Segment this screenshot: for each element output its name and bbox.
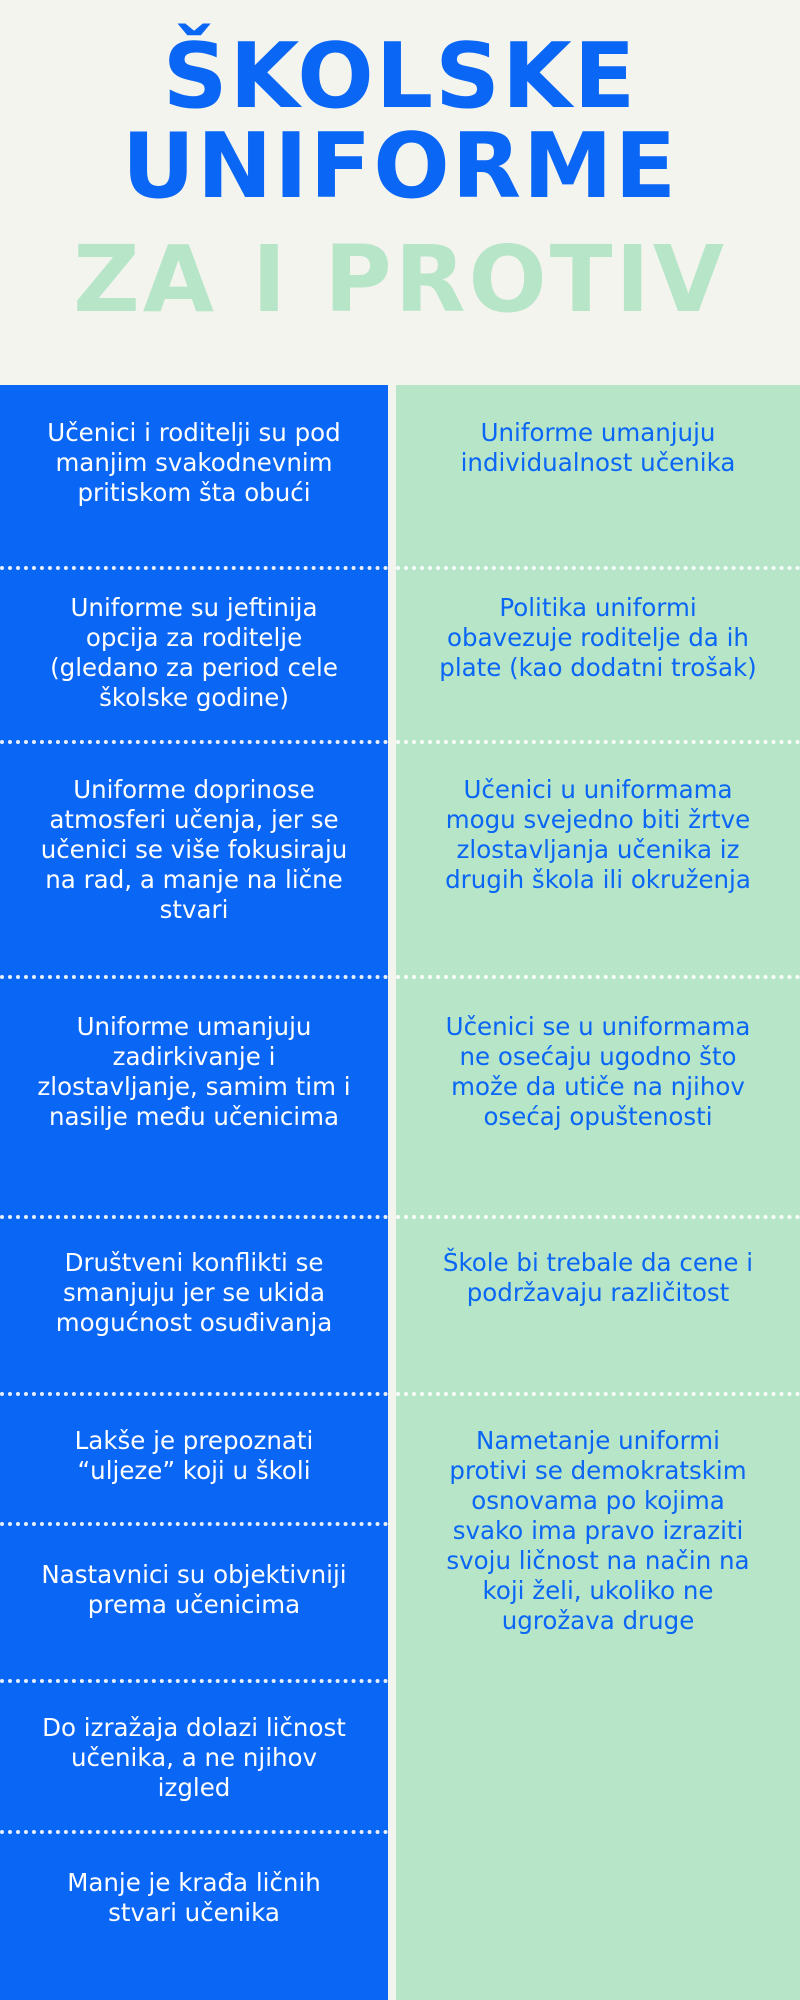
pro-item: Uniforme su jeftinija opcija za roditelje (gledano za period cele školske godine): [50, 593, 338, 712]
separator: [0, 1830, 388, 1834]
separator: [396, 566, 800, 570]
title-line-2: UNIFORME: [121, 114, 679, 219]
separator: [0, 1215, 388, 1219]
subtitle: ZA I PROTIV: [73, 226, 727, 333]
header: [0, 0, 800, 385]
con-item: Škole bi trebale da cene i podržavaju različitost: [442, 1248, 754, 1307]
separator: [396, 975, 800, 979]
separator: [0, 1392, 388, 1396]
con-item: Politika uniformi obavezuje roditelje da ih plate (kao dodatni trošak): [439, 593, 757, 682]
pro-item: Manje je krađa ličnih stvari učenika: [67, 1868, 321, 1927]
separator: [0, 975, 388, 979]
separator: [396, 1215, 800, 1219]
pro-item: Nastavnici su objektivniji prema učenicima: [41, 1560, 347, 1619]
con-column: [396, 385, 800, 2000]
pro-item: Lakše je prepoznati “uljeze” koji u školi: [74, 1426, 314, 1485]
separator: [0, 566, 388, 570]
separator: [0, 740, 388, 744]
con-item: Učenici u uniformama mogu svejedno biti žrtve zlostavljanja učenika iz drugih škola ili okruženja: [445, 775, 751, 894]
con-item: Nametanje uniformi protivi se demokratskim osnovama po kojima svako ima pravo izraziti svoju ličnost na način na koji želi, ukoliko ne ugrožava druge: [446, 1426, 750, 1635]
con-item: Uniforme umanjuju individualnost učenika: [460, 418, 736, 477]
pro-column: [0, 385, 388, 2000]
con-item: Učenici se u uniformama ne osećaju ugodno što može da utiče na njihov osećaj opuštenosti: [445, 1012, 751, 1131]
separator: [0, 1522, 388, 1526]
pro-item: Uniforme umanjuju zadirkivanje i zlostavljanje, samim tim i nasilje među učenicima: [37, 1012, 351, 1131]
pro-item: Do izražaja dolazi ličnost učenika, a ne njihov izgled: [42, 1713, 346, 1802]
pro-item: Uniforme doprinose atmosferi učenja, jer se učenici se više fokusiraju na rad, a manje na lične stvari: [40, 775, 348, 924]
pro-item: Društveni konflikti se smanjuju jer se ukida mogućnost osuđivanja: [55, 1248, 333, 1337]
title-line-1: ŠKOLSKE: [162, 24, 638, 129]
pro-item: Učenici i roditelji su pod manjim svakodnevnim pritiskom šta obući: [47, 418, 341, 507]
separator: [396, 740, 800, 744]
separator: [396, 1392, 800, 1396]
separator: [0, 1679, 388, 1683]
